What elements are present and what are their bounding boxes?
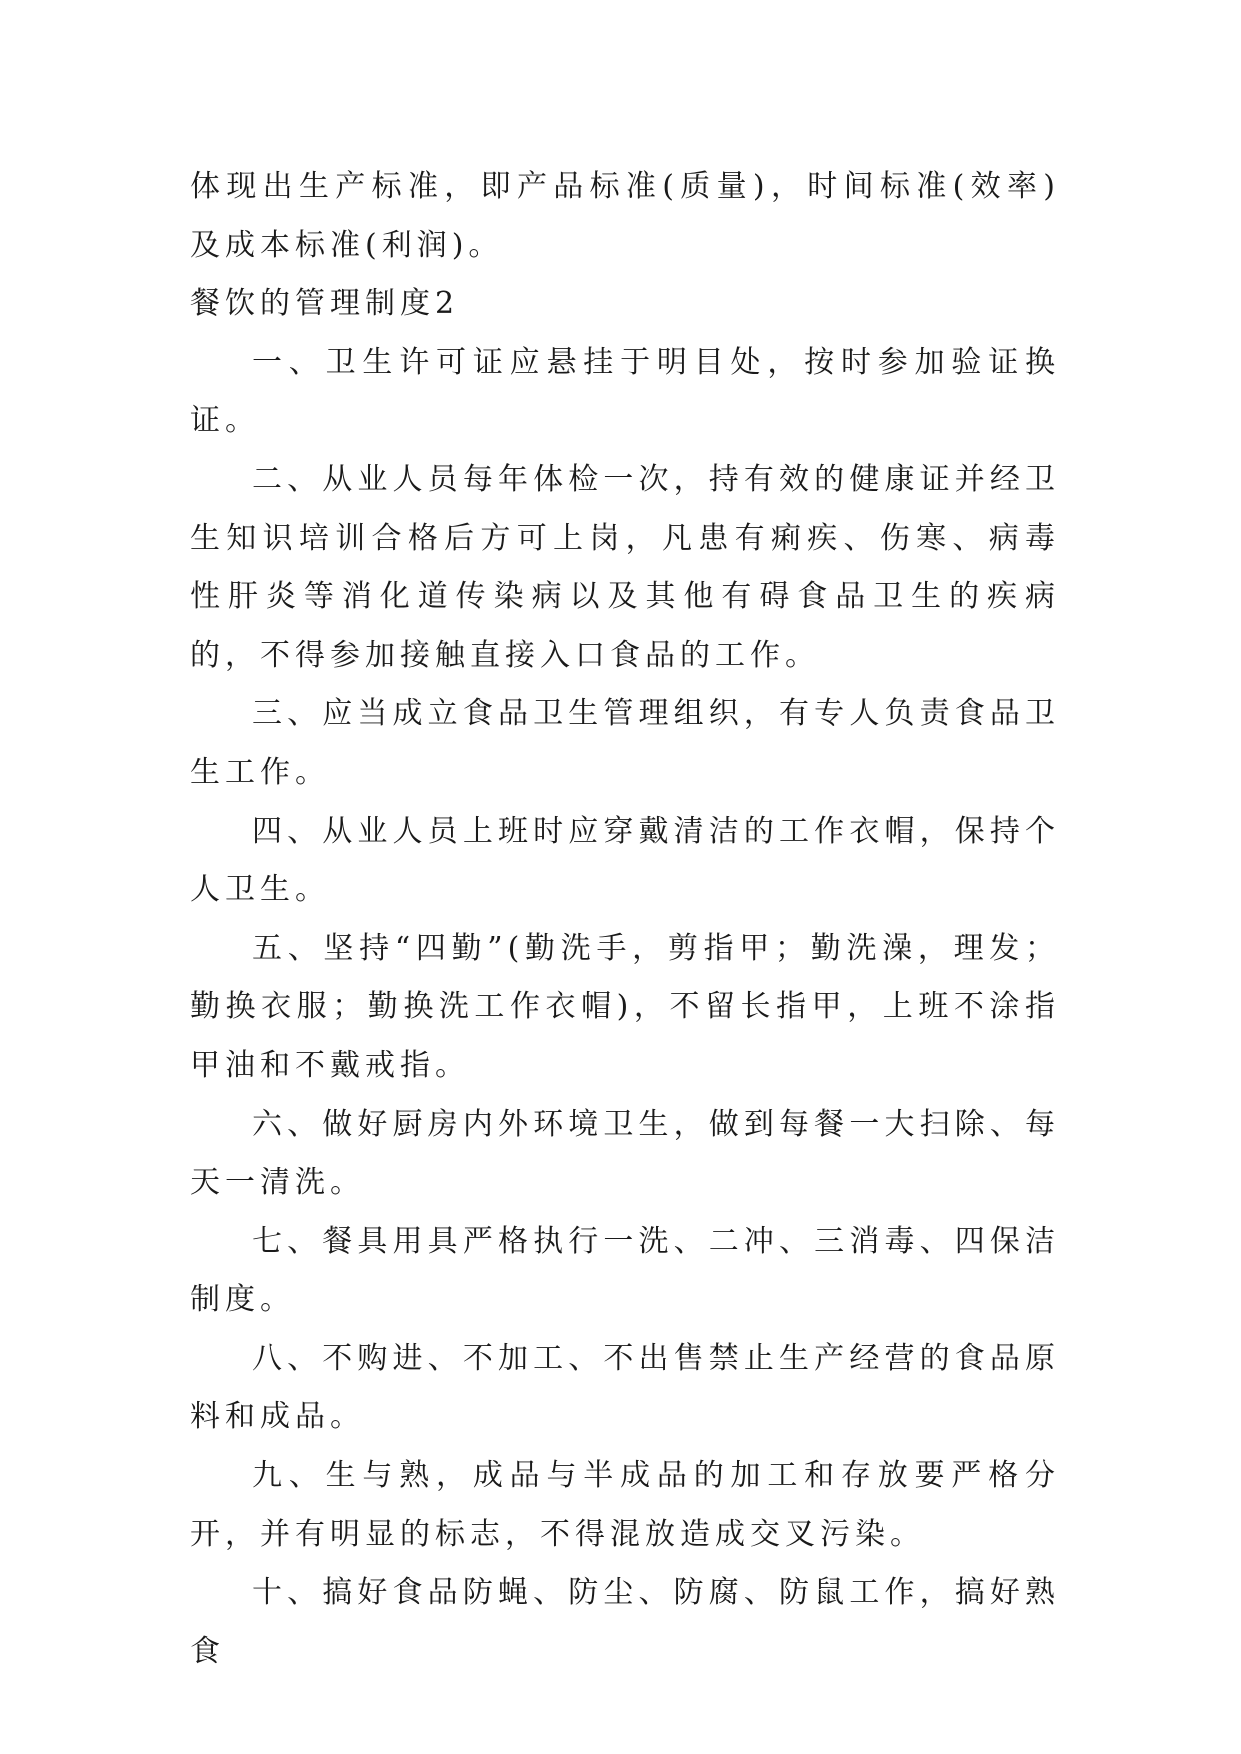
document-body	[190, 158, 1060, 1681]
rule-item-8: 八、不购进、不加工、不出售禁止生产经营的食品原料和成品。	[190, 1340, 1060, 1435]
rule-item-3: 三、应当成立食品卫生管理组织，有专人负责食品卫生工作。	[190, 696, 1060, 790]
paragraph-continuation: 体现出生产标准，即产品标准(质量)，时间标准(效率)及成本标准(利润)。	[190, 169, 1060, 263]
section-heading: 餐饮的管理制度2	[190, 286, 460, 322]
rule-item-1: 一、卫生许可证应悬挂于明目处，按时参加验证换证。	[190, 344, 1060, 439]
rule-item-2: 二、从业人员每年体检一次，持有效的健康证并经卫生知识培训合格后方可上岗，凡患有痢疾、伤寒、病毒性肝炎等消化道传染病以及其他有碍食品卫生的疾病的，不得参加接触直接入口食品的工作。	[190, 461, 1060, 673]
rule-item-5: 五、坚持“四勤”(勤洗手，剪指甲；勤洗澡，理发；勤换衣服；勤换洗工作衣帽)，不留长指甲，上班不涂指甲油和不戴戒指。	[190, 930, 1060, 1083]
rule-item-7: 七、餐具用具严格执行一洗、二冲、三消毒、四保洁制度。	[190, 1223, 1060, 1318]
rule-item-6: 六、做好厨房内外环境卫生，做到每餐一大扫除、每天一清洗。	[190, 1106, 1060, 1201]
rule-item-9: 九、生与熟，成品与半成品的加工和存放要严格分开，并有明显的标志，不得混放造成交叉污染。	[190, 1458, 1060, 1552]
rule-item-10: 十、搞好食品防蝇、防尘、防腐、防鼠工作，搞好熟食	[190, 1575, 1060, 1669]
rule-item-4: 四、从业人员上班时应穿戴清洁的工作衣帽，保持个人卫生。	[190, 813, 1060, 908]
